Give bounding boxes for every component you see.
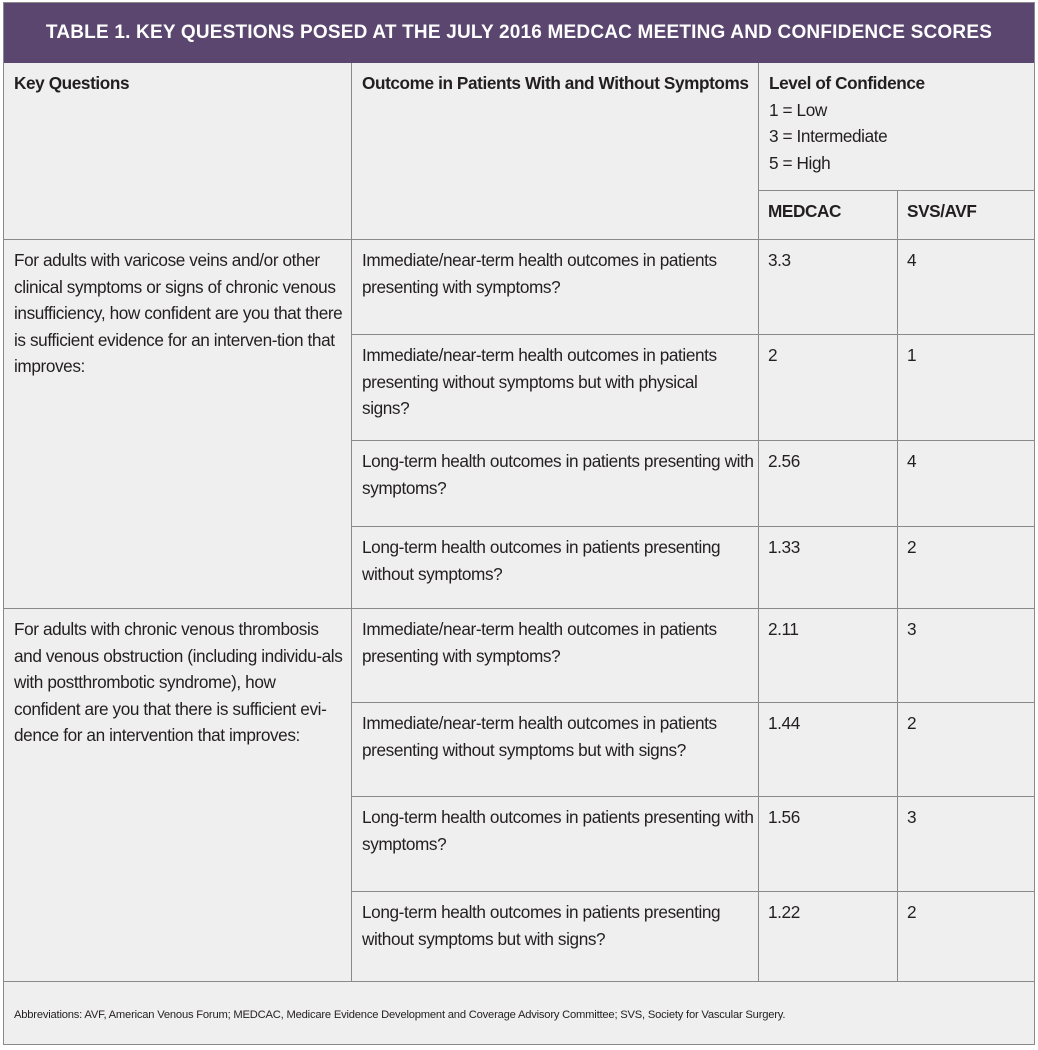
header-svs-avf: SVS/AVF [907,201,977,221]
key-question-venous-thrombosis: For adults with chronic venous thrombosis and venous obstruction (including individu-als with postthrombotic syndrome), how confident are you that there is sufficient evi-dence for an intervention that improves: [14,619,343,745]
outcome-cell: Long-term health outcomes in patients presenting with symptoms? [362,451,754,498]
table-title: TABLE 1. KEY QUESTIONS POSED AT THE JULY 2016 MEDCAC MEETING AND CONFIDENCE SCORES [4,3,1034,63]
outcome-cell: Long-term health outcomes in patients presenting without symptoms? [362,537,721,584]
header-medcac: MEDCAC [768,201,842,221]
grid-line-horizontal [352,796,1034,797]
abbreviations-footnote: Abbreviations: AVF, American Venous Forum; MEDCAC, Medicare Evidence Development and Coverage Advisory Committee; SVS, Society for Vascular Surgery. [14,1009,786,1021]
confidence-scale-low: 1 = Low [769,99,827,120]
outcome-cell: Immediate/near-term health outcomes in patients presenting without symptoms but with physical signs? [362,345,717,418]
grid-line-horizontal [4,239,1034,240]
medcac-score: 1.56 [768,807,800,827]
header-confidence-title: Level of Confidence [769,73,925,93]
medcac-score: 1.33 [768,537,800,557]
confidence-scale [769,97,1034,177]
grid-line-horizontal [352,526,1034,527]
outcome-cell: Long-term health outcomes in patients presenting without symptoms but with signs? [362,902,721,949]
svs-avf-score: 3 [907,807,917,827]
medcac-score: 2.11 [768,619,799,639]
svs-avf-score: 2 [907,713,917,733]
svs-avf-score: 2 [907,537,917,557]
medcac-score: 2 [768,345,778,365]
svs-avf-score: 3 [907,619,917,639]
confidence-scale-high: 5 = High [769,152,831,173]
grid-line-horizontal [4,981,1034,982]
medcac-score: 1.44 [768,713,800,733]
grid-line-horizontal [352,702,1034,703]
grid-line-vertical [351,63,352,981]
header-outcome: Outcome in Patients With and Without Symptoms [362,73,749,93]
medcac-score: 2.56 [768,451,800,471]
header-key-questions: Key Questions [14,73,130,93]
medcac-score: 3.3 [768,250,791,270]
table-frame [3,2,1035,1045]
grid-line-horizontal [352,440,1034,441]
medcac-score: 1.22 [768,902,800,922]
outcome-cell: Immediate/near-term health outcomes in patients presenting without symptoms but with signs? [362,713,717,760]
key-question-varicose-veins: For adults with varicose veins and/or other clinical symptoms or signs of chronic venous insufficiency, how confident are you that there is sufficient evidence for an interven-tion that improves: [14,250,343,376]
header-level-of-confidence [759,63,1034,176]
svs-avf-score: 4 [907,451,917,471]
svs-avf-score: 2 [907,902,917,922]
grid-line-horizontal [4,608,1034,609]
outcome-cell: Immediate/near-term health outcomes in patients presenting with symptoms? [362,250,717,297]
grid-line-horizontal [352,334,1034,335]
grid-line-vertical [897,190,898,981]
svs-avf-score: 4 [907,250,917,270]
grid-line-horizontal [352,891,1034,892]
outcome-cell: Long-term health outcomes in patients presenting with symptoms? [362,807,754,854]
confidence-scale-intermediate: 3 = Intermediate [769,126,888,146]
grid-line-horizontal [759,190,1034,191]
outcome-cell: Immediate/near-term health outcomes in patients presenting with symptoms? [362,619,717,666]
grid-line-vertical [758,63,759,981]
svs-avf-score: 1 [907,345,917,365]
